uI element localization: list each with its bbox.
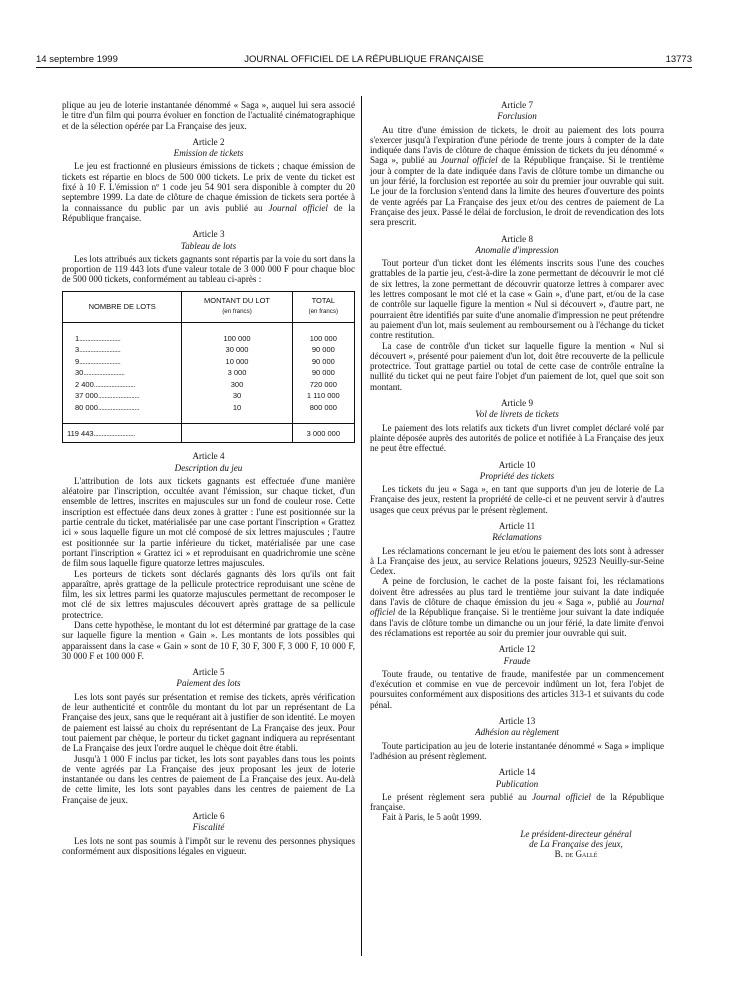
article-5-heading: Article 5 — [192, 667, 225, 678]
column-divider — [361, 96, 362, 956]
article-11-heading: Article 11 — [498, 520, 536, 531]
header-rule — [36, 67, 692, 68]
article-3-heading: Article 3 — [192, 229, 225, 240]
article-8-text-2: La case de contrôle d'un ticket sur laquelle figure la mention « Nul si découvert », présenté pour paiement d'un lot, doit être recouverte de la pellicule protectrice. Tout grattage partiel ou total de cette case de contrôle entraîne la nullité du ticket qui ne peut faire l'objet d'un paiement de lot, quel que soit son montant. — [370, 340, 664, 392]
prize-table — [62, 291, 355, 444]
article-9-title: Vol de livrets de tickets — [475, 409, 559, 420]
article-3-text: Les lots attribués aux tickets gagnants sont répartis par la voie du sort dans la proportion de 119 443 lots d'une valeur totale de 3 000 000 F pour chaque bloc de 500 000 tickets, conformément au tableau ci-après : — [62, 253, 355, 285]
article-11-title: Réclamations — [492, 532, 542, 543]
signatory-title-2: de La Française des jeux, — [529, 839, 623, 849]
page-number: 13773 — [665, 54, 692, 65]
signing-place-date: Fait à Paris, le 5 août 1999. — [382, 812, 482, 823]
article-7-heading: Article 7 — [500, 100, 534, 110]
article-8-title: Anomalie d'impression — [475, 244, 559, 255]
journal-title: JOURNAL OFFICIEL DE LA RÉPUBLIQUE FRANÇAISE — [244, 54, 484, 65]
article-4-text-3: Dans cette hypothèse, le montant du lot est déterminé par grattage de la case sur laquelle figure la mention « Gain ». Les montants de lots possibles qui apparaissent dans la case « Gain » sont de 10 F, 30 F, 300 F, 3 000 F, 10 000 F, 30 000 F et 100 000 F. — [62, 620, 355, 661]
article-4-text-2: Les porteurs de tickets sont déclarés gagnants dès lors qu'ils ont fait apparaître, après grattage de la pellicule protectrice reproduisant une scène de film, les six lettres parmi les quatorze majuscules permettant de recomposer le mot clé de six lettres majuscules découvert après grattage de sa pellicule protectrice. — [62, 568, 355, 620]
article-6-text: Les lots ne sont pas soumis à l'impôt sur le revenu des personnes physiques conformément aux dispositions légales en vigueur. — [62, 835, 355, 856]
article-5-text-1: Les lots sont payés sur présentation et remise des tickets, après vérification de leur authenticité et contrôle du montant du lot par un représentant de La Française des jeux, sans que le requérant ait à justifier de son identité. Le moyen de paiement est laissé au choix du représentant de La Française des jeux. Pour tout paiement par chèque, le porteur du ticket gagnant indiquera au représentant de La Française des jeux l'ordre auquel le chèque doit être établi. — [62, 691, 355, 754]
article-1-continuation: plique au jeu de loterie instantanée dénommé « Saga », auquel lui sera associé le titre d'un film qui pourra évoluer en fonction de l'actualité cinématographique et de la sélection opérée par La Française des jeux. — [62, 100, 355, 131]
page-header — [36, 54, 692, 68]
article-7-text: Au titre d'une émission de tickets, le droit au paiement des lots pourra s'exercer jusqu'à l'expiration d'une période de trente jours à compter de la date indiquée dans l'avis de clôture de chaque émission de tickets du jeu dénommé « Saga », publié au Journal officiel de la République française. Si le trentième jour à compter de la date indiquée dans l'avis de clôture tombe un dimanche ou un jour férié, la forclusion est reportée au soir du premier jour ouvrable qui suit. Le jour de la forclusion s'entend dans la limite des heures d'ouverture des points de vente agréés par La Française des jeux et/ou des centres de paiement de La Française des jeux. Passé le délai de forclusion, le droit de revendication des lots sera prescrit. — [370, 124, 665, 228]
article-8-text-1: Tout porteur d'un ticket dont les éléments inscrits sous l'une des couches grattables de la partie jeu, c'est-à-dire la zone permettant de découvrir le mot clé de six lettres, la zone permettant de découvrir quatorze lettres à comparer avec les lettres composant le mot clé et la case « Gain », d'une part, et/ou de la case de contrôle sur laquelle figure la mention « Nul si découvert », d'autre part, ne pourraient être identifiés par suite d'une anomalie d'impression ne peut prétendre au paiement d'un lot, mais seulement au remboursement ou à l'échange du ticket contre restitution. — [370, 258, 664, 341]
article-10-heading: Article 10 — [498, 459, 536, 470]
article-14-text: Le présent règlement sera publié au Journal officiel de la République française. — [370, 791, 664, 813]
signatory-name: B. de Gallé — [554, 849, 598, 860]
article-4-title: Description du jeu — [174, 462, 243, 473]
table-total-row: 119 443.......................... 3 000 000 — [63, 424, 355, 443]
left-column — [62, 100, 355, 856]
col-header-amount: MONTANT DU LOT (en francs) — [182, 291, 292, 322]
article-12-title: Fraude — [503, 655, 531, 666]
article-4-text-1: L'attribution de lots aux tickets gagnants est effectuée d'une manière aléatoire par l'inscription, occultée avant l'émission, sur chaque ticket, d'un ensemble de lettres, inscrites en majuscules sur un fond de couleur rose. Cette inscription est effectuée dans deux zones à gratter : l'une est positionnée sur la partie centrale du ticket, matérialisée par une case portant l'inscription « Grattez ici » sous laquelle figure un mot clé composé de six lettres majuscules ; l'autre est positionnée sur la partie inférieure du ticket, matérialisée par une case portant l'inscription « Grattez ici » et reproduisant en quadrichromie une scène de film sous laquelle figure quatorze lettres majuscules. — [62, 475, 355, 569]
article-11-text-1: Les réclamations concernant le jeu et/ou le paiement des lots sont à adresser à La Française des jeux, au service Relations joueurs, 92523 Neuilly-sur-Seine Cedex. — [370, 545, 664, 577]
table-row: 9.......................... 10 000 90 000 — [63, 356, 355, 368]
article-13-title: Adhésion au règlement — [475, 727, 559, 738]
article-12-text: Toute fraude, ou tentative de fraude, manifestée par un commencement d'exécution et commise en vue de percevoir indûment un lot, fera l'objet de poursuites conformément aux dispositions des articles 313-1 et suivants du code pénal. — [370, 668, 664, 710]
article-9-heading: Article 9 — [500, 398, 534, 409]
table-row: 2 400.......................... 300 720 000 — [63, 379, 355, 391]
article-5-title: Paiement des lots — [176, 678, 241, 689]
article-2-text: Le jeu est fractionné en plusieurs émissions de tickets ; chaque émission de tickets est répartie en blocs de 500 000 tickets. Le prix de vente du ticket est fixé à 10 F. L'émission nº 1 code jeu 54 901 sera disponible à compter du 20 septembre 1999. La date de clôture de chaque émission de tickets sera portée à la connaissance du public par un avis publié au Journal officiel de la République française. — [62, 161, 355, 223]
article-11-text-2: A peine de forclusion, le cachet de la poste faisant foi, les réclamations doivent être adressées au plus tard le trentième jour suivant la date indiquée dans l'avis de clôture de chaque émission du jeu « Saga », publié au Journal officiel de la République française. Si le trentième jour suivant la date indiquée dans l'avis de clôture tombe un dimanche ou un jour férié, la date limite d'envoi des réclamations est reportée au soir du premier jour ouvrable qui suit. — [370, 576, 664, 638]
col-header-total: TOTAL (en francs) — [292, 291, 354, 322]
table-row: 1.......................... 100 000 100 000 — [63, 333, 355, 345]
article-14-heading: Article 14 — [498, 767, 536, 778]
article-2-heading: Article 2 — [192, 136, 225, 147]
table-row: 3.......................... 30 000 90 000 — [63, 344, 355, 356]
article-6-heading: Article 6 — [192, 811, 225, 822]
article-5-text-2: Jusqu'à 1 000 F inclus par ticket, les lots sont payables dans tous les points de vente agréés par La Française des jeux proposant les jeux de loterie instantanée ou dans les centres de paiement de La Française des jeux. Au-delà de cette limite, les lots sont payables dans les centres de paiement de La Française de jeux. — [62, 753, 355, 805]
article-13-text: Toute participation au jeu de loterie instantanée dénommé « Saga » implique l'adhésion au présent règlement. — [370, 740, 664, 761]
article-7-title: Forclusion — [497, 111, 537, 122]
table-row: 37 000.......................... 30 1 110 000 — [63, 390, 355, 402]
table-row: 30.......................... 3 000 90 000 — [63, 367, 355, 379]
article-4-heading: Article 4 — [192, 451, 225, 462]
article-9-text: Le paiement des lots relatifs aux tickets d'un livret complet déclaré volé par plainte déposée auprès des autorités de police et notifiée à La Française des jeux ne peut être effectué. — [370, 422, 664, 454]
article-3-title: Tableau de lots — [180, 240, 237, 251]
header-date: 14 septembre 1999 — [36, 54, 118, 65]
article-10-title: Propriété des tickets — [479, 470, 555, 481]
article-14-title: Publication — [495, 778, 539, 789]
article-12-heading: Article 12 — [498, 644, 536, 655]
signature-block — [370, 829, 664, 860]
article-10-text: Les tickets du jeu « Saga », en tant que supports d'un jeu de loterie de La Française des jeux, restent la propriété de celle-ci et ne peuvent servir à d'autres usages que ceux prévus par le présent règlement. — [370, 484, 664, 515]
article-2-title: Emission de tickets — [173, 148, 244, 159]
col-header-count: NOMBRE DE LOTS — [63, 291, 182, 322]
article-6-title: Fiscalité — [192, 822, 225, 833]
article-13-heading: Article 13 — [498, 716, 536, 727]
table-row: 80 000.......................... 10 800 000 — [63, 402, 355, 414]
right-column — [370, 100, 664, 860]
signatory-title-1: Le président-directeur général — [520, 828, 632, 839]
article-8-heading: Article 8 — [500, 233, 534, 244]
